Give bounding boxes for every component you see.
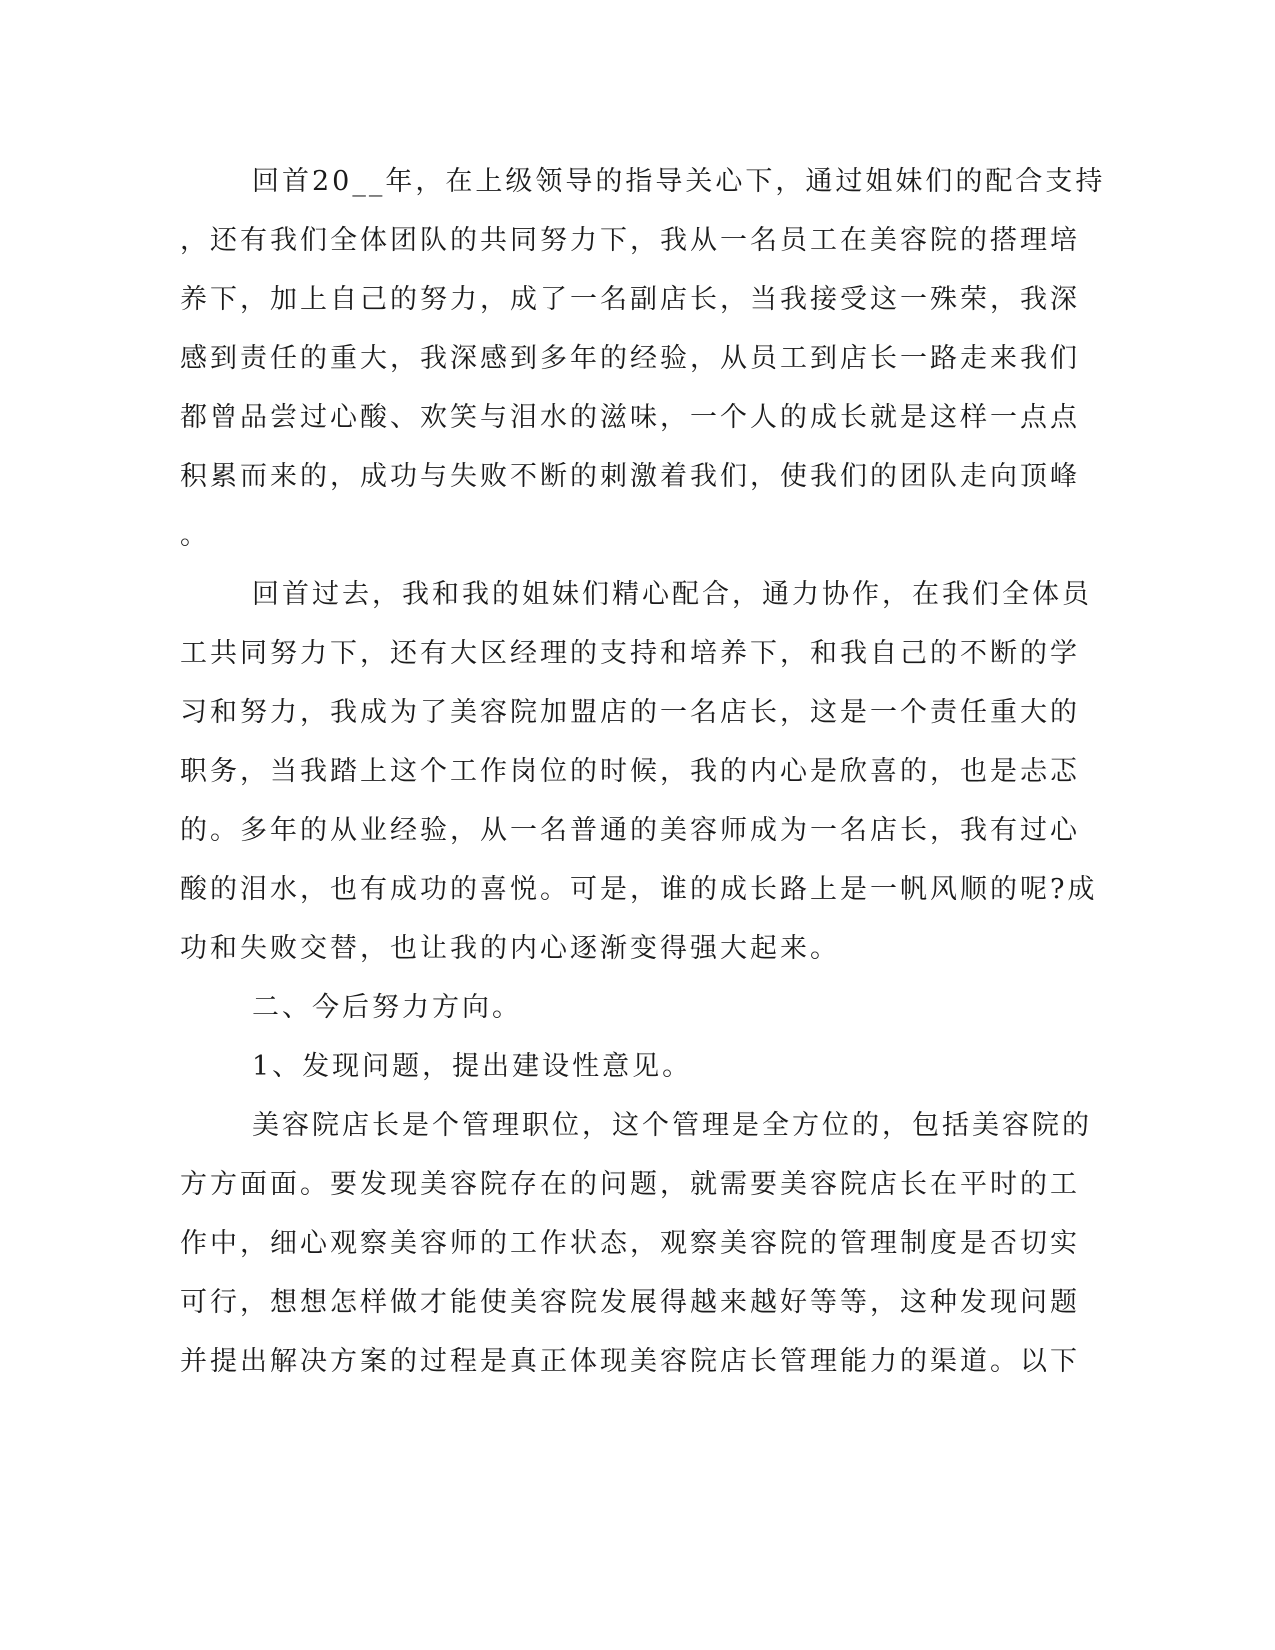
text-line: 职务，当我踏上这个工作岗位的时候，我的内心是欣喜的，也是忐忑 (180, 756, 1080, 787)
text-line: 积累而来的，成功与失败不断的刺激着我们，使我们的团队走向顶峰 (180, 461, 1080, 492)
document-body (180, 152, 1106, 1391)
text-line: 并提出解决方案的过程是真正体现美容院店长管理能力的渠道。以下 (180, 1346, 1080, 1377)
text-line: 回首20__年，在上级领导的指导关心下，通过姐妹们的配合支持 (252, 166, 1106, 197)
text-line: 养下，加上自己的努力，成了一名副店长，当我接受这一殊荣，我深 (180, 284, 1080, 315)
text-line: 功和失败交替，也让我的内心逐渐变得强大起来。 (180, 933, 840, 964)
text-line: 。 (180, 520, 210, 551)
text-line: 1、发现问题，提出建设性意见。 (252, 1051, 693, 1082)
text-line: 工共同努力下，还有大区经理的支持和培养下，和我自己的不断的学 (180, 638, 1080, 669)
text-line: 二、今后努力方向。 (252, 992, 522, 1023)
text-line: ，还有我们全体团队的共同努力下，我从一名员工在美容院的搭理培 (180, 225, 1080, 256)
text-line: 的。多年的从业经验，从一名普通的美容师成为一名店长，我有过心 (180, 815, 1080, 846)
text-line: 方方面面。要发现美容院存在的问题，就需要美容院店长在平时的工 (180, 1169, 1080, 1200)
text-line: 可行，想想怎样做才能使美容院发展得越来越好等等，这种发现问题 (180, 1287, 1080, 1318)
text-line: 都曾品尝过心酸、欢笑与泪水的滋味，一个人的成长就是这样一点点 (180, 402, 1080, 433)
text-line: 感到责任的重大，我深感到多年的经验，从员工到店长一路走来我们 (180, 343, 1080, 374)
text-line: 作中，细心观察美容师的工作状态，观察美容院的管理制度是否切实 (180, 1228, 1080, 1259)
text-line: 回首过去，我和我的姐妹们精心配合，通力协作，在我们全体员 (252, 579, 1092, 610)
text-line: 酸的泪水，也有成功的喜悦。可是，谁的成长路上是一帆风顺的呢?成 (180, 874, 1098, 905)
text-line: 习和努力，我成为了美容院加盟店的一名店长，这是一个责任重大的 (180, 697, 1080, 728)
text-line: 美容院店长是个管理职位，这个管理是全方位的，包括美容院的 (252, 1110, 1092, 1141)
